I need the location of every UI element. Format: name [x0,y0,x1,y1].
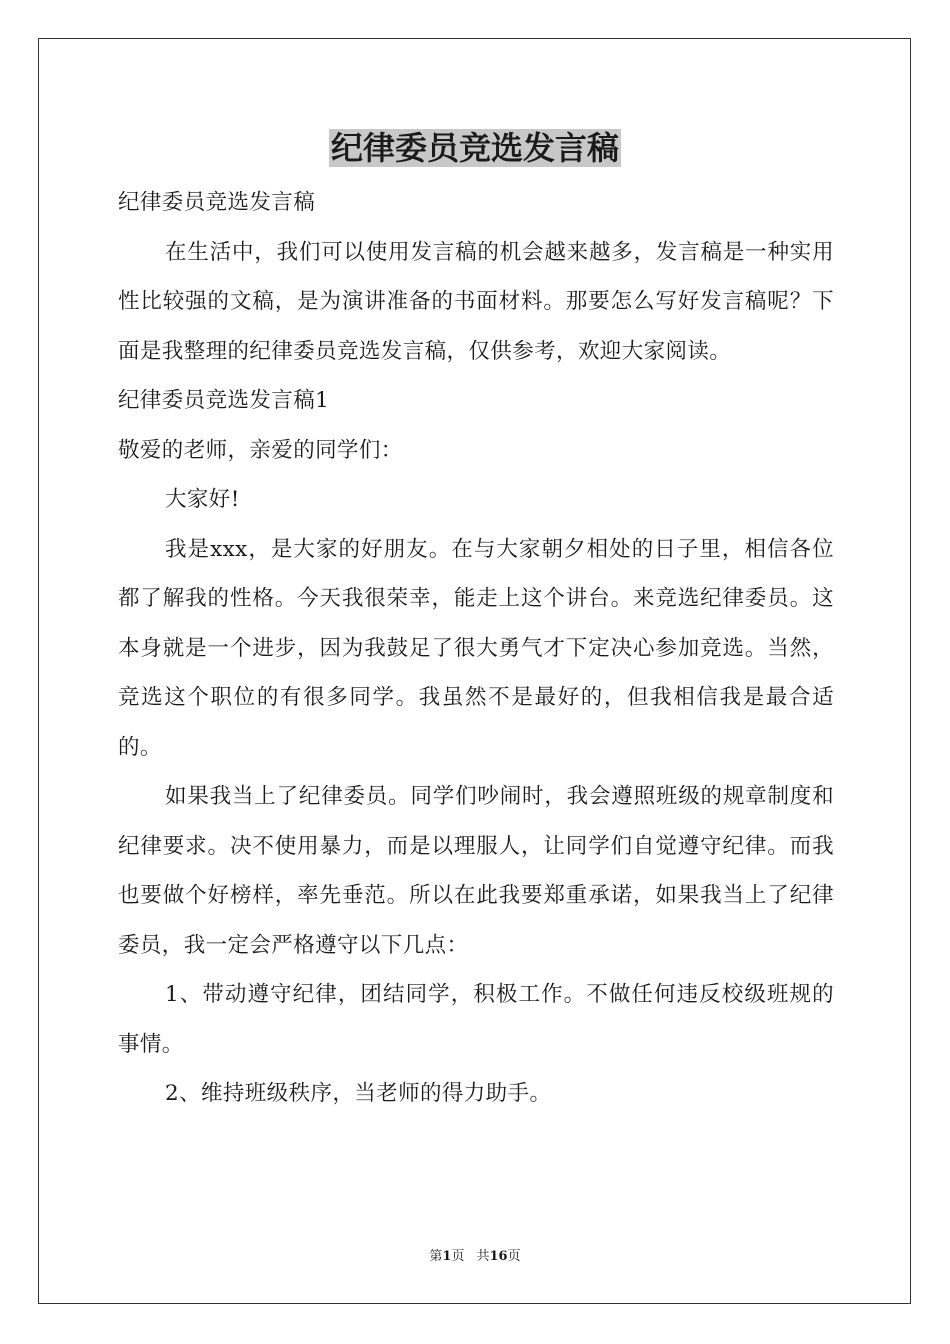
total-suffix: 页 [507,1249,521,1264]
page-prefix: 第 [429,1249,443,1264]
paragraph-greeting: 大家好! [165,487,240,512]
paragraph-point-2: 2、维持班级秩序，当老师的得力助手。 [165,1081,552,1106]
paragraph-salutation: 敬爱的老师，亲爱的同学们： [118,437,403,463]
total-prefix: 共 [476,1249,490,1264]
paragraph-subtitle: 纪律委员竞选发言稿 [118,190,316,215]
page-suffix: 页 [451,1249,465,1264]
page-number: 1 [442,1249,452,1264]
total-pages: 16 [489,1249,508,1264]
document-title [0,126,950,170]
paragraph-self-intro: 我是xxx，是大家的好朋友。在与大家朝夕相处的日子里，相信各位都了解我的性格。今天我很荣幸，能走上这个讲台。来竞选纪律委员。这本身就是一个进步，因为我鼓足了很大勇气才下定决心参加竞选。当然，竞选这个职位的有很多同学。我虽然不是最好的，但我相信我是最合适的。 [118,536,834,760]
document-title-text: 纪律委员竞选发言稿 [330,129,619,167]
paragraph-intro: 在生活中，我们可以使用发言稿的机会越来越多，发言稿是一种实用性比较强的文稿，是为演讲准备的书面材料。那要怎么写好发言稿呢？下面是我整理的纪律委员竞选发言稿，仅供参考，欢迎大家阅读。 [118,239,834,364]
page-footer [0,1247,950,1267]
document-body [118,178,834,1119]
paragraph-heading-1: 纪律委员竞选发言稿1 [118,388,330,413]
paragraph-pledge: 如果我当上了纪律委员。同学们吵闹时，我会遵照班级的规章制度和纪律要求。决不使用暴力，而是以理服人，让同学们自觉遵守纪律。而我也要做个好榜样，率先垂范。所以在此我要郑重承诺，如果我当上了纪律委员，我一定会严格遵守以下几点： [118,784,834,958]
paragraph-point-1: 1、带动遵守纪律，团结同学，积极工作。不做任何违反校级班规的事情。 [118,982,834,1057]
